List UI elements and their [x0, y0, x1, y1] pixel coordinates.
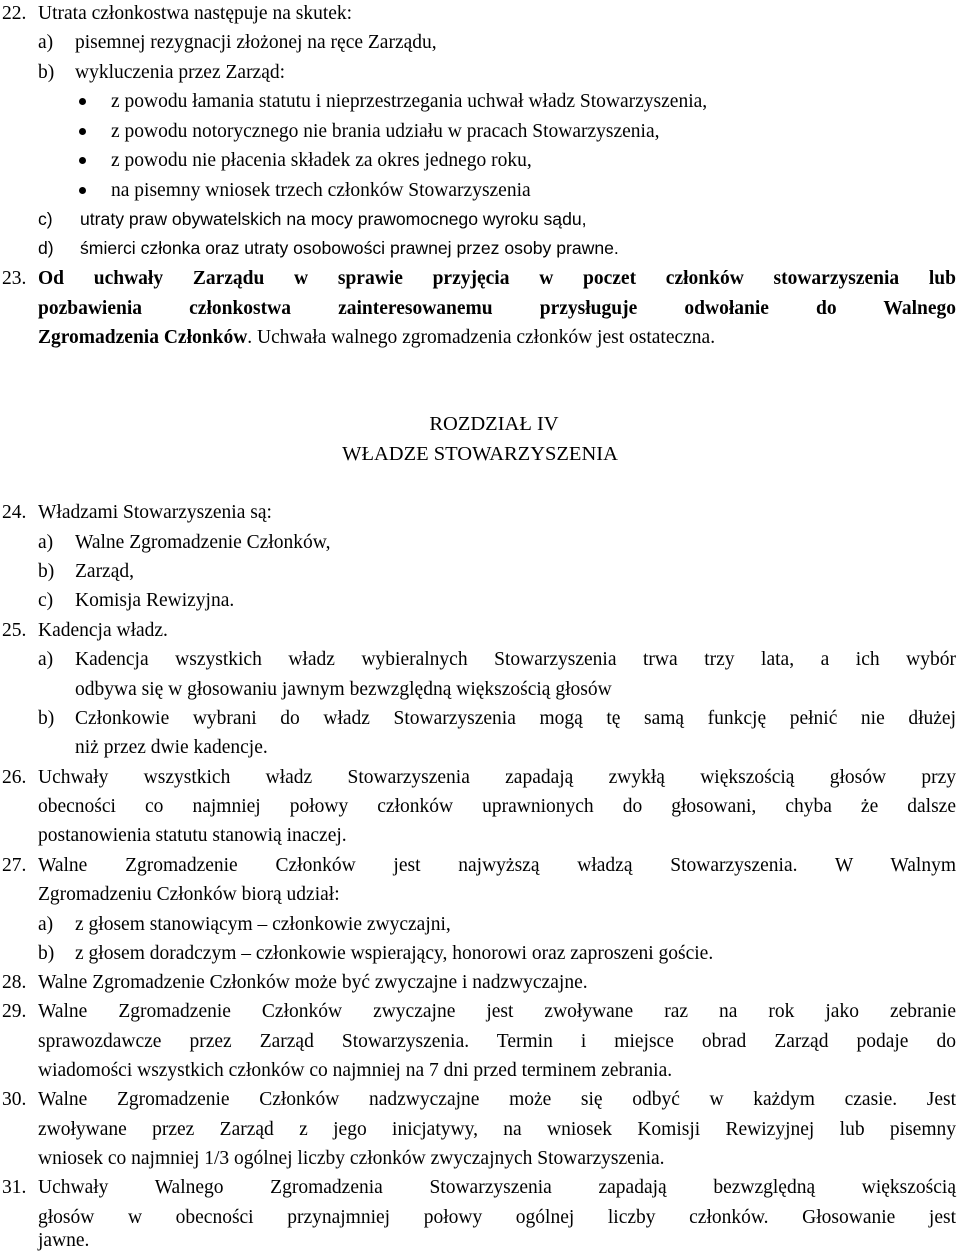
section-number: 25. [2, 620, 27, 641]
item-text: wykluczenia przez Zarząd: [75, 62, 286, 83]
section-text: Władzami Stowarzyszenia są: [38, 502, 272, 523]
section-text-line: Walne Zgromadzenie Członków nadzwyczajne może się odbyć w każdym czasie. Jest [38, 1089, 956, 1110]
bullet-text: z powodu łamania statutu i nieprzestrzegania uchwał władz Stowarzyszenia, [111, 91, 708, 112]
section-number: 22. [2, 3, 27, 24]
section-number: 29. [2, 1001, 27, 1022]
item-letter: d) [38, 238, 54, 258]
item-text-line: Kadencja wszystkich władz wybieralnych Stowarzyszenia trwa trzy lata, a ich wybór [75, 649, 956, 670]
bullet-text: z powodu nie płacenia składek za okres jednego roku, [111, 150, 532, 171]
section-text-line: obecności co najmniej połowy członków uprawnionych do głosowani, chyba że dalsze [38, 796, 956, 817]
section-text-line: zwoływane przez Zarząd z jego inicjatywy, na wniosek Komisji Rewizyjnej lub pisemny [38, 1119, 956, 1140]
section-number: 31. [2, 1177, 27, 1198]
item-letter: b) [38, 62, 55, 83]
section-text-line: postanowienia statutu stanowią inaczej. [38, 825, 347, 846]
chapter-subtitle: WŁADZE STOWARZYSZENIA [342, 443, 618, 465]
section-text-line: Walne Zgromadzenie Członków jest najwyższą władzą Stowarzyszenia. W Walnym [38, 855, 956, 876]
bullet-icon [79, 187, 86, 194]
section-text-line [38, 323, 715, 352]
item-text-line: niż przez dwie kadencje. [75, 737, 268, 758]
item-text-line: odbywa się w głosowaniu jawnym bezwzględną większością głosów [75, 679, 612, 700]
section-number: 23. [2, 268, 27, 289]
item-text: Walne Zgromadzenie Członków, [75, 532, 331, 553]
bullet-icon [79, 157, 86, 164]
section-text-line: wniosek co najmniej 1/3 ogólnej liczby członków zwyczajnych Stowarzyszenia. [38, 1148, 665, 1169]
section-number: 24. [2, 502, 27, 523]
item-letter: c) [38, 590, 54, 611]
section-number: 26. [2, 767, 27, 788]
section-text-line: wiadomości wszystkich członków co najmniej na 7 dni przed terminem zebrania. [38, 1060, 673, 1081]
bullet-text: z powodu notorycznego nie brania udziału w pracach Stowarzyszenia, [111, 121, 660, 142]
bullet-icon [79, 128, 86, 135]
plain-phrase: . Uchwała walnego zgromadzenia członków jest ostateczna. [247, 327, 716, 348]
item-letter: a) [38, 532, 54, 553]
item-letter: a) [38, 32, 54, 53]
section-text-line: Uchwały wszystkich władz Stowarzyszenia zapadają zwykłą większością głosów przy [38, 767, 956, 788]
item-text: śmierci członka oraz utraty osobowości prawnej przez osoby prawne. [80, 238, 619, 258]
item-letter: a) [38, 914, 54, 935]
section-text-line: pozbawienia członkostwa zainteresowanemu przysługuje odwołanie do Walnego [38, 298, 956, 319]
section-text-line: Walne Zgromadzenie Członków zwyczajne jest zwoływane raz na rok jako zebranie [38, 1001, 956, 1022]
chapter-title: ROZDZIAŁ IV [429, 413, 559, 435]
bullet-text: na pisemny wniosek trzech członków Stowarzyszenia [111, 180, 531, 201]
item-letter: b) [38, 561, 55, 582]
section-number: 27. [2, 855, 27, 876]
section-text-line: jawne. [38, 1230, 90, 1251]
section-text-line: sprawozdawcze przez Zarząd Stowarzyszenia. Termin i miejsce obrad Zarząd podaje do [38, 1031, 956, 1052]
item-letter: a) [38, 649, 54, 670]
section-text: Walne Zgromadzenie Członków może być zwyczajne i nadzwyczajne. [38, 972, 588, 993]
item-text-line: Członkowie wybrani do władz Stowarzyszenia mogą tę samą funkcję pełnić nie dłużej [75, 708, 956, 729]
item-text: pisemnej rezygnacji złożonej na ręce Zarządu, [75, 32, 437, 53]
section-text: Utrata członkostwa następuje na skutek: [38, 3, 353, 24]
bullet-icon [79, 98, 86, 105]
item-letter: b) [38, 708, 55, 729]
item-text: Komisja Rewizyjna. [75, 590, 235, 611]
item-letter: b) [38, 943, 55, 964]
item-text: utraty praw obywatelskich na mocy prawomocnego wyroku sądu, [80, 209, 587, 229]
item-text: Zarząd, [75, 561, 134, 582]
item-letter: c) [38, 209, 53, 229]
section-number: 28. [2, 972, 27, 993]
item-text: z głosem stanowiącym – członkowie zwyczajni, [75, 914, 451, 935]
section-text: Kadencja władz. [38, 620, 168, 641]
section-text-line: Od uchwały Zarządu w sprawie przyjęcia w poczet członków stowarzyszenia lub [38, 268, 956, 289]
bold-phrase: Zgromadzenia Członków [38, 327, 248, 348]
item-text: z głosem doradczym – członkowie wspierający, honorowi oraz zaproszeni goście. [75, 943, 714, 964]
section-text-line: Zgromadzeniu Członków biorą udział: [38, 884, 340, 905]
section-number: 30. [2, 1089, 27, 1110]
section-text-line: Uchwały Walnego Zgromadzenia Stowarzyszenia zapadają bezwzględną większością [38, 1177, 956, 1198]
section-text-line: głosów w obecności przynajmniej połowy ogólnej liczby członków. Głosowanie jest [38, 1207, 956, 1228]
